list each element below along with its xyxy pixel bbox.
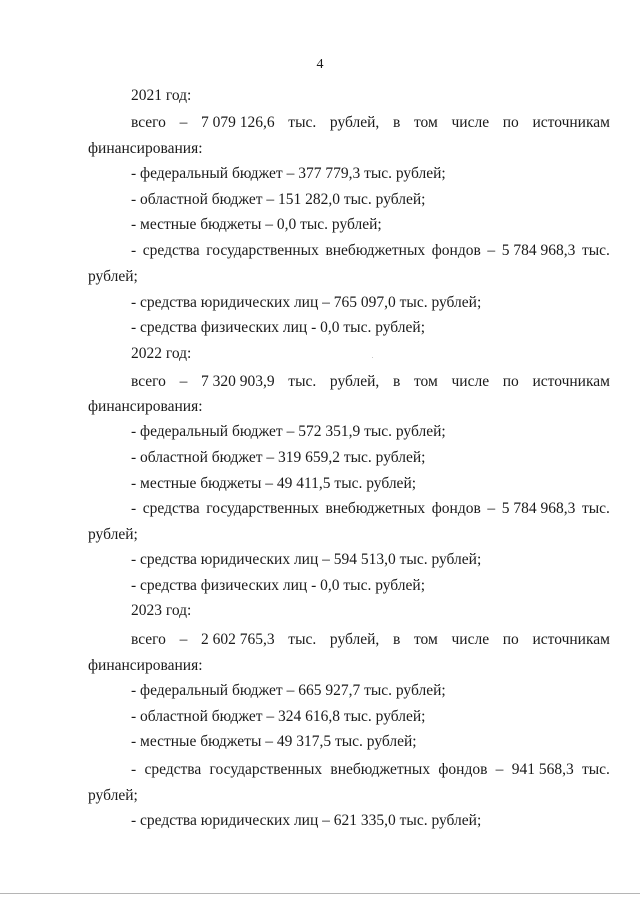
local-budgets-2022: - местные бюджеты – 49 411,5 тыс. рублей; [131, 475, 417, 492]
regional-budget-2021: - областной бюджет – 151 282,0 тыс. рублей; [131, 191, 426, 208]
justified-word: числе [451, 114, 490, 131]
justified-word: рублей, [329, 114, 380, 131]
year-heading-2023: 2023 год: [131, 602, 192, 619]
state-funds-line-2022 [131, 499, 610, 519]
justified-word: том [413, 631, 438, 648]
justified-word: – [179, 114, 188, 131]
justified-word: тыс. [288, 114, 317, 131]
justified-word: 5 784 968,3 [501, 242, 576, 259]
justified-word: государственных [206, 242, 319, 259]
justified-word: внебюджетных [325, 242, 426, 259]
justified-word: – [495, 761, 504, 778]
individuals-2021: - средства физических лиц - 0,0 тыс. рублей; [131, 319, 426, 336]
justified-word: по [502, 373, 519, 390]
total-continuation-2022: финансирования: [88, 398, 203, 415]
federal-budget-2023: - федеральный бюджет – 665 927,7 тыс. рублей; [131, 682, 446, 699]
individuals-2022: - средства физических лиц - 0,0 тыс. рублей; [131, 577, 426, 594]
justified-word: - [131, 761, 137, 778]
justified-word: 7 320 903,9 [201, 373, 275, 390]
justified-word: источникам [532, 114, 610, 131]
legal-entities-2023: - средства юридических лиц – 621 335,0 тыс. рублей; [131, 812, 482, 829]
justified-word: фондов [431, 242, 481, 259]
justified-word: - [131, 500, 137, 517]
justified-word: в [392, 373, 401, 390]
legal-entities-2022: - средства юридических лиц – 594 513,0 тыс. рублей; [131, 551, 482, 568]
justified-word: средства [142, 242, 200, 259]
justified-word: тыс. [581, 500, 610, 517]
year-heading-2021: 2021 год: [131, 87, 192, 104]
state-funds-continuation-2021: рублей; [88, 268, 138, 285]
justified-word: источникам [532, 373, 610, 390]
year-heading-2022: 2022 год: [131, 345, 192, 362]
total-line-2021 [131, 113, 610, 133]
justified-word: числе [451, 631, 490, 648]
justified-word: тыс. [581, 242, 610, 259]
local-budgets-2023: - местные бюджеты – 49 317,5 тыс. рублей; [131, 733, 417, 750]
justified-word: – [487, 500, 496, 517]
justified-word: том [413, 114, 438, 131]
justified-word: внебюджетных [330, 761, 431, 778]
federal-budget-2022: - федеральный бюджет – 572 351,9 тыс. рублей; [131, 423, 446, 440]
justified-word: 7 079 126,6 [201, 114, 275, 131]
total-continuation-2021: финансирования: [88, 140, 203, 157]
justified-word: том [413, 373, 438, 390]
justified-word: всего [131, 373, 166, 390]
justified-word: всего [131, 114, 166, 131]
justified-word: числе [451, 373, 490, 390]
justified-word: 941 568,3 [511, 761, 574, 778]
page-number: 4 [316, 57, 324, 72]
state-funds-continuation-2023: рублей; [88, 787, 138, 804]
scan-speck [372, 357, 373, 358]
justified-word: тыс. [288, 373, 317, 390]
total-line-2022 [131, 372, 610, 392]
justified-word: рублей, [329, 373, 380, 390]
scan-edge-line [0, 893, 640, 894]
justified-word: государственных [209, 761, 323, 778]
justified-word: внебюджетных [325, 500, 426, 517]
justified-word: - [131, 242, 137, 259]
federal-budget-2021: - федеральный бюджет – 377 779,3 тыс. рублей; [131, 165, 446, 182]
justified-word: фондов [438, 761, 488, 778]
justified-word: фондов [431, 500, 481, 517]
justified-word: по [502, 114, 519, 131]
justified-word: – [179, 631, 188, 648]
justified-word: тыс. [288, 631, 317, 648]
legal-entities-2021: - средства юридических лиц – 765 097,0 тыс. рублей; [131, 294, 482, 311]
justified-word: средства [142, 500, 200, 517]
justified-word: 5 784 968,3 [501, 500, 576, 517]
justified-word: 2 602 765,3 [201, 631, 275, 648]
total-continuation-2023: финансирования: [88, 657, 203, 674]
justified-word: всего [131, 631, 166, 648]
justified-word: источникам [532, 631, 610, 648]
justified-word: – [179, 373, 188, 390]
justified-word: государственных [206, 500, 319, 517]
justified-word: в [392, 114, 401, 131]
total-line-2023 [131, 630, 610, 650]
justified-word: – [487, 242, 496, 259]
justified-word: средства [144, 761, 202, 778]
justified-word: в [392, 631, 401, 648]
regional-budget-2022: - областной бюджет – 319 659,2 тыс. рублей; [131, 449, 426, 466]
state-funds-line-2023 [131, 760, 610, 780]
justified-word: тыс. [581, 761, 610, 778]
regional-budget-2023: - областной бюджет – 324 616,8 тыс. рублей; [131, 708, 426, 725]
local-budgets-2021: - местные бюджеты – 0,0 тыс. рублей; [131, 216, 382, 233]
justified-word: по [502, 631, 519, 648]
state-funds-line-2021 [131, 241, 610, 261]
state-funds-continuation-2022: рублей; [88, 526, 138, 543]
justified-word: рублей, [329, 631, 380, 648]
